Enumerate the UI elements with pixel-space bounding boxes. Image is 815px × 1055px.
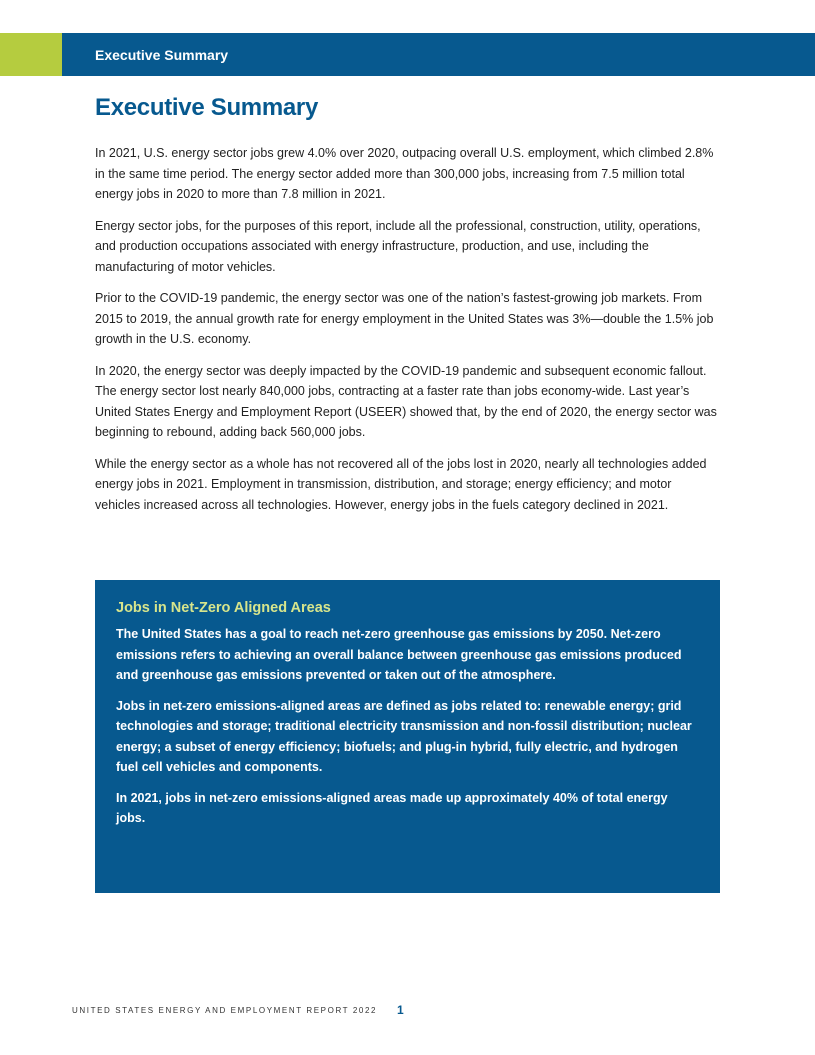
header-section-label: Executive Summary — [95, 47, 229, 63]
callout-paragraph: The United States has a goal to reach net-zero greenhouse gas emissions by 2050. Net-zero emissions refers to achieving an overall balance between greenhouse gas emissions produced and greenhouse gas emissions prevented or taken out of the atmosphere. — [116, 627, 682, 682]
body-paragraph: Energy sector jobs, for the purposes of this report, include all the professional, construction, utility, operations, and production occupations associated with energy infrastructure, production, and use, including the manufacturing of motor vehicles. — [95, 218, 701, 274]
callout-paragraph: In 2021, jobs in net-zero emissions-aligned areas made up approximately 40% of total energy jobs. — [116, 790, 668, 825]
body-paragraph: Prior to the COVID-19 pandemic, the energy sector was one of the nation’s fastest-growing job markets. From 2015 to 2019, the annual growth rate for energy employment in the United States was 3%—double the 1.5% job growth in the U.S. economy. — [95, 291, 714, 346]
body-paragraph: While the energy sector as a whole has not recovered all of the jobs lost in 2020, nearly all technologies added energy jobs in 2021. Employment in transmission, distribution, and storage; energy efficiency; and motor vehicles increased across all technologies. However, energy jobs in the fuels category declined in 2021. — [95, 456, 707, 512]
net-zero-callout-box — [95, 580, 720, 893]
callout-paragraph: Jobs in net-zero emissions-aligned areas are defined as jobs related to: renewable energy; grid technologies and storage; traditional electricity transmission and non-fossil distribution; nuclear energy; a subset of energy efficiency; biofuels; and plug-in hybrid, fully electric, and hydrogen fuel cell vehicles and components. — [116, 698, 692, 774]
page-number: 1 — [397, 1003, 404, 1017]
page-footer — [72, 1003, 404, 1017]
header-accent-block — [0, 33, 62, 76]
body-text — [95, 143, 720, 526]
footer-report-name: UNITED STATES ENERGY AND EMPLOYMENT REPORT 2022 — [72, 1005, 378, 1015]
header-bar — [62, 33, 815, 76]
callout-title: Jobs in Net-Zero Aligned Areas — [116, 600, 331, 616]
body-paragraph: In 2021, U.S. energy sector jobs grew 4.0% over 2020, outpacing overall U.S. employment, which climbed 2.8% in the same time period. The energy sector added more than 300,000 jobs, increasing from 7.5 million total energy jobs in 2020 to more than 7.8 million in 2021. — [95, 146, 714, 201]
body-paragraph: In 2020, the energy sector was deeply impacted by the COVID-19 pandemic and subsequent economic fallout. The energy sector lost nearly 840,000 jobs, contracting at a faster rate than jobs economy-wide. Last year’s United States Energy and Employment Report (USEER) showed that, by the end of 2020, the energy sector was beginning to rebound, adding back 560,000 jobs. — [95, 363, 717, 439]
page-title: Executive Summary — [95, 94, 319, 121]
